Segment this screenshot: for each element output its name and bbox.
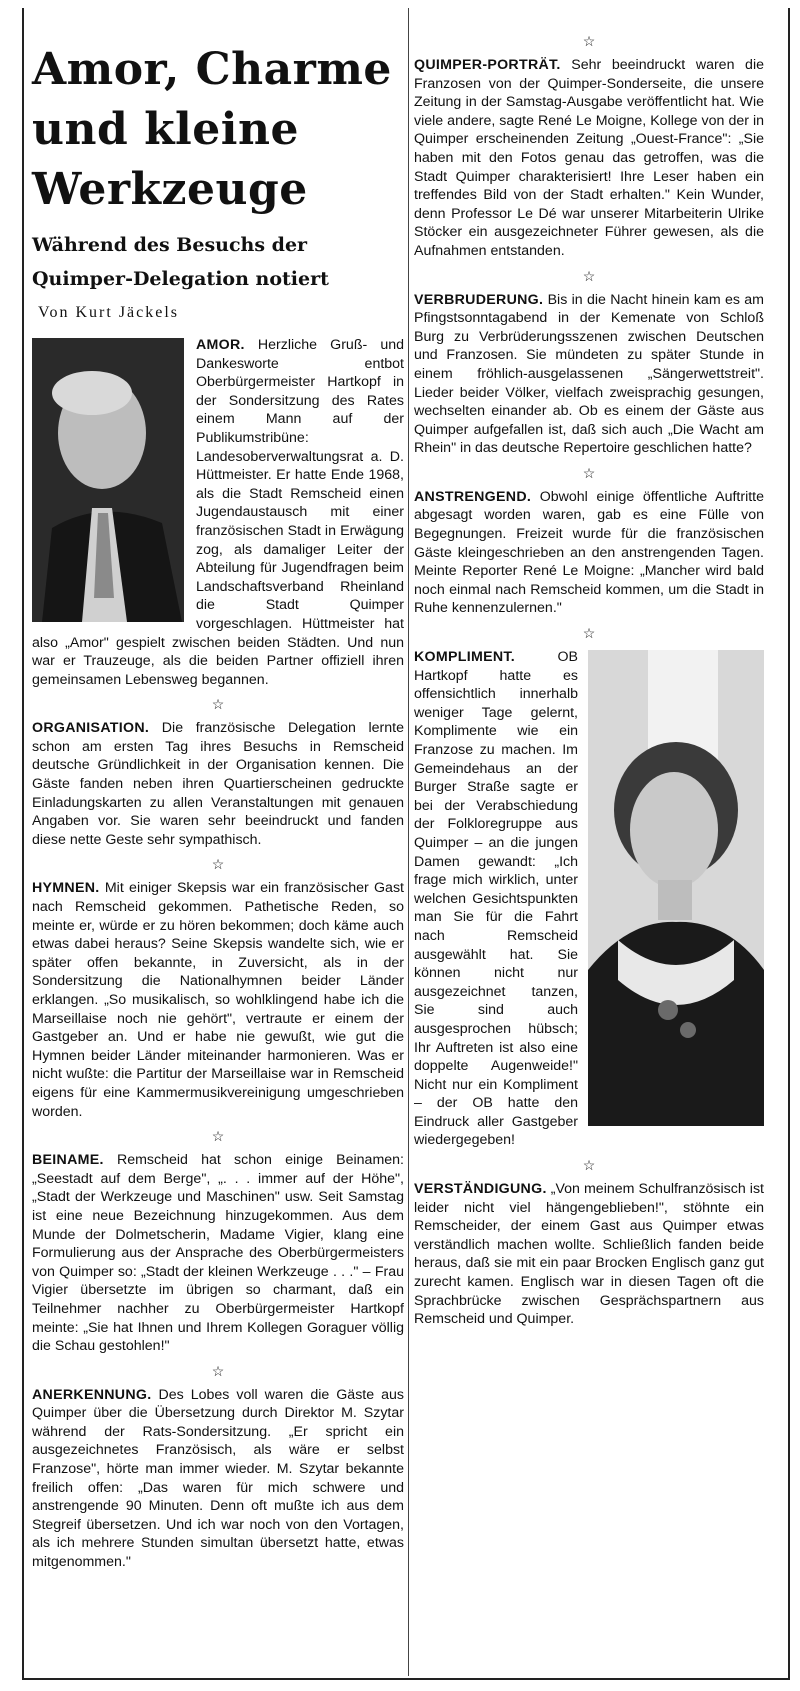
section-verbruderung [414, 291, 764, 458]
section-text: Obwohl einige öffentliche Auftritte abgesagt worden waren, gab es eine Fülle von Begegnungen. Freizeit wurde für die französischen Gäste kleingeschrieben an den anstrengenden Tagen. Meinte Reporter René Le Moigne: „Mancher wird bald noch einmal nach Remscheid kommen, um die Stadt in Ruhe kennenzulernen." [414, 488, 764, 617]
section-keyword: HYMNEN. [32, 880, 100, 897]
section-keyword: ANERKENNUNG. [32, 1386, 152, 1403]
section-keyword: KOMPLIMENT. [414, 649, 516, 666]
section-beiname [32, 1151, 404, 1356]
headline-line: und kleine [32, 104, 299, 155]
section-text: „Von meinem Schulfranzösisch ist leider nicht viel hängengeblieben!", stöhnte ein Remscheider, der einem Gast aus Quimper etwas verständlich machen wollte. Schließlich fanden beide heraus, daß sie mit ein paar Brocken Englisch ganz gut zurecht kamen. Englisch war in diesen Tagen oft die Sprachbrücke zwischen Gesprächspartnern aus Remscheid und Quimper. [414, 1181, 764, 1328]
left-column [32, 26, 404, 1572]
star-separator: ☆ [582, 464, 596, 481]
star-separator: ☆ [211, 856, 225, 873]
star-separator: ☆ [211, 1362, 225, 1379]
column-divider [408, 8, 409, 1676]
subheadline-line: Während des Besuchs der [32, 234, 308, 256]
star-separator: ☆ [582, 33, 596, 49]
section-keyword: VERBRUDERUNG. [414, 291, 544, 308]
section-keyword: ORGANISATION. [32, 720, 150, 737]
portrait-photo-woman [588, 650, 764, 1126]
section-text: OB Hartkopf hatte es offensichtlich innerhalb weniger Tage gelernt, Komplimente wie ein Franzose zu machen. Im Gemeindehaus an der Burger Straße sagte er bei der Verabschiedung der Folkloregruppe aus Quimper – an die jungen Damen gewandt: „Ich frage mich wirklich, unter welchen Gesichtspunkten man Sie für die Fahrt nach Remscheid ausgewählt hat. Sie können nicht nur ausgezeichnet tanzen, Sie sind auch ausgesprochen hübsch; Ihr Auftreten ist also eine doppelte Augenweide!" Nicht nur ein Kompliment – der OB hatte den Eindruck aller Gastgeber wiedergegeben! [414, 649, 578, 1149]
star-separator: ☆ [582, 625, 596, 642]
subheadline [32, 228, 404, 296]
headline-line: Amor, Charme [32, 44, 392, 95]
section-keyword: QUIMPER-PORTRÄT. [414, 57, 561, 73]
section-text: Des Lobes voll waren die Gäste aus Quimper über die Übersetzung durch Direktor M. Szytar während der Rats-Sondersitzung. „Er spricht ein ausgezeichnetes Französisch, als wäre er selbst Franzose", hörte man immer wieder. M. Szytar bekannte freilich offen: „Das waren für mich schwere und anstrengende 90 Minuten. Denn oft mußte ich aus dem Stegreif übersetzen. Und ich war noch von den Vortagen, als ich mehrere Stunden simultan übersetzt hatte, etwas mitgenommen." [32, 1386, 404, 1571]
subheadline-line: Quimper-Delegation notiert [32, 268, 329, 290]
portrait-woman-illustration [588, 650, 764, 1126]
star-separator: ☆ [582, 1157, 596, 1174]
portrait-photo-man [32, 338, 184, 622]
section-keyword: VERSTÄNDIGUNG. [414, 1181, 547, 1198]
section-text: Sehr beeindruckt waren die Franzosen von der Quimper-Sonderseite, die unsere Zeitung in der Samstag-Ausgabe veröffentlicht hat. Wie viele andere, sagte René Le Moigne, Kollege von der in Quimper erscheinenden Zeitung „Ouest-France": „Sie haben mit den Fotos genau das getroffen, was die Stadt Quimper charakterisiert! Ihre Leser haben ein treffendes Bild von der Stadt erhalten." Kein Wunder, denn Professor Le Dé war unserer Mitarbeiterin Ulrike Stöcker ein ausgezeichneter Führer gewesen, als die Aufnahmen entstanden. [414, 57, 764, 259]
section-text: Bis in die Nacht hinein kam es am Pfingstsonntagabend in der Kemenate von Schloß Burg zu Verbrüderungsszenen zwischen Deutschen und Franzosen. Sie mündeten zu später Stunde in einem fröhlich-ausgelassenen „Sängerwettstreit". Lieder beider Völker, vielfach zweisprachig gesungen, wechselten einander ab. Ob es einem der Gäste aus Quimper aufgefallen ist, daß sich auch „Die Wacht am Rhein" in das deutsche Repertoire geschlichen hatte? [414, 291, 764, 457]
section-kompliment [414, 648, 764, 1150]
section-text: Remscheid hat schon einige Beinamen: „Seestadt auf dem Berge", „. . . immer auf der Höhe", „Stadt der Werkzeuge und Maschinen" usw. Seit Samstag ist eine neue Bezeichnung hinzugekommen. Aus dem Munde der Dolmetscherin, Madame Vigier, klang eine Formulierung aus der Ansprache des Oberbürgermeisters von Quimper so: „Stadt der kleinen Werkzeuge . . ." – Frau Vigier übersetzte im übrigen so charmant, daß ein Teilnehmer nachher zu Oberbürgermeister Hartkopf meinte: „Sie hat Ihnen und Ihrem Kollegen Goraguer völlig die Schau gestohlen!" [32, 1152, 404, 1355]
headline [32, 40, 404, 220]
star-separator: ☆ [211, 1128, 225, 1145]
section-verstaendigung [414, 1180, 764, 1329]
section-organisation [32, 719, 404, 849]
star-separator: ☆ [582, 267, 596, 284]
section-text: Die französische Delegation lernte schon am ersten Tag ihres Besuchs in Remscheid deutsche Gründlichkeit in der Organisation kennen. Die Gäste fanden neben ihren Quartierscheinen gedruckte Einladungskarten zu allen Veranstaltungen mit genauen Angaben vor. Sie waren sehr beeindruckt und fanden diese nette Geste sehr sympathisch. [32, 720, 404, 848]
section-keyword: ANSTRENGEND. [414, 488, 532, 505]
portrait-man-illustration [32, 338, 184, 622]
section-keyword: BEINAME. [32, 1152, 104, 1169]
section-hymnen [32, 879, 404, 1121]
section-text: Herzliche Gruß- und Dankesworte entbot Oberbürgermeister Hartkopf in der Sondersitzung des Rates einem Mann auf der Publikumstribüne: Landesoberverwaltungsrat a. D. Hüttmeister. Er hatte Ende 1968, als die Stadt Remscheid einen Jugendaustausch mit einer französischen Stadt in Erwägung zog, als damaliger Leiter der Abteilung für Jugendfragen beim Landschaftsverband Rheinland die Stadt Quimper vorgeschlagen. Hüttmeister hat also „Amor" gespielt zwischen beiden Städten. Und nun war er Trauzeuge, als die beiden Partner offiziell ihren gemeinsamen Lebensweg begannen. [32, 337, 404, 688]
section-text: Mit einiger Skepsis war ein französischer Gast nach Remscheid gekommen. Pathetische Reden, so meinte er, würde er zu hören bekommen; doch käme auch etwas dabei heraus? Seine Skepsis wandelte sich, wie er später offen bekannte, in Zuversicht, als in der Sondersitzung die Nationalhymnen beider Länder erklangen. „So musikalisch, so wohlklingend habe ich die Marseillaise noch nie gehört", vertraute er einem der Gastgeber an. Und er habe nie gewußt, wie gut die Hymnen beider Länder miteinander harmonieren. Was er nicht wußte: die Partitur der Marseillaise war in Remscheid eigens für eine Kammermusikvereinigung umgeschrieben worden. [32, 880, 404, 1120]
section-keyword: AMOR. [196, 337, 245, 353]
right-column [414, 26, 764, 1329]
headline-line: Werkzeuge [32, 164, 308, 215]
section-quimper-portraet [414, 56, 764, 261]
section-anstrengend [414, 488, 764, 618]
section-amor [32, 336, 404, 689]
section-anerkennung [32, 1386, 404, 1572]
byline: Von Kurt Jäckels [38, 304, 180, 321]
star-separator: ☆ [211, 696, 225, 713]
